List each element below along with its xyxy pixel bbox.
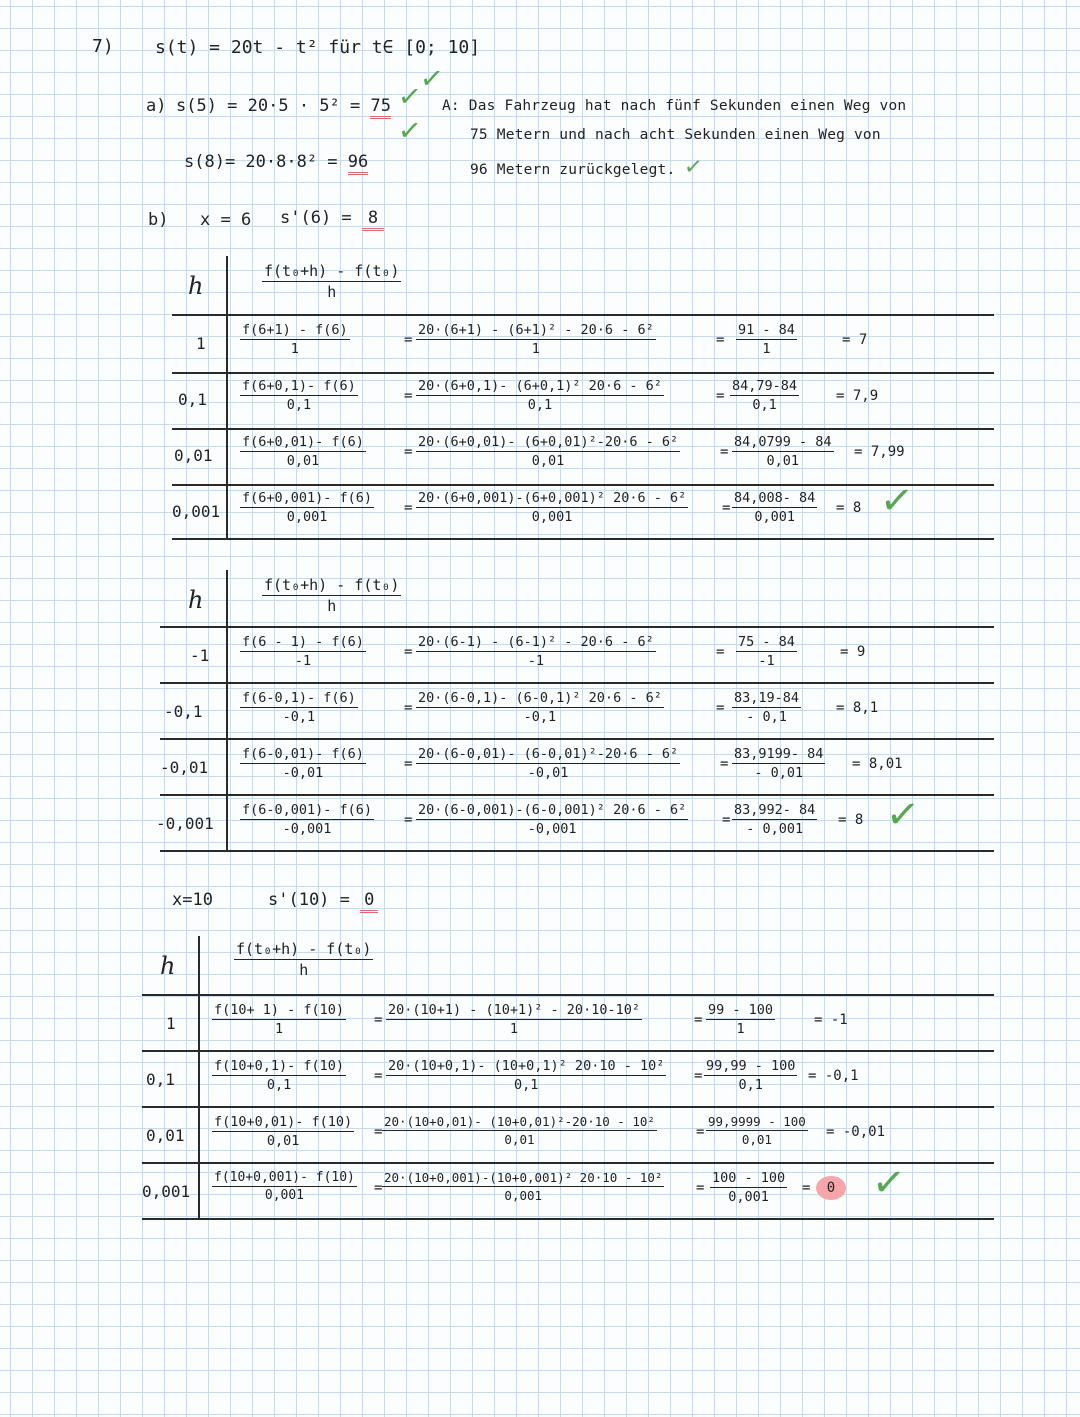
value-quotient-numerator: 99,9999 - 100 [708, 1114, 806, 1129]
value-quotient [732, 746, 825, 781]
check-mark-icon: ✓ [683, 154, 705, 181]
result-value [836, 500, 861, 516]
expanded-quotient-denominator: 1 [531, 341, 540, 357]
equals-sign: = [696, 1180, 705, 1196]
result: -0,1 [824, 1068, 859, 1084]
check-mark-icon: ✓ [396, 112, 424, 149]
f-quotient [240, 378, 358, 413]
f-quotient-denominator: 0,001 [264, 1188, 305, 1203]
h-value: 0,001 [172, 502, 221, 521]
f-quotient [240, 634, 366, 669]
f-quotient [212, 1058, 346, 1093]
value-quotient-numerator: 99,99 - 100 [706, 1058, 796, 1074]
table-3-row-rule [142, 1162, 994, 1164]
expanded-quotient [416, 634, 656, 669]
answer-line-2: 75 Metern und nach acht Sekunden einen Weg von [470, 127, 881, 143]
expanded-quotient-numerator: 20·(6+0,01)- (6+0,01)²-20·6 - 6² [418, 434, 679, 450]
table-3-column-divider [198, 936, 200, 1218]
part-a-line1-expr: s(5) = 20·5 · 5² = [176, 96, 361, 116]
f-quotient [212, 1170, 357, 1203]
h-column-header: h [160, 952, 176, 980]
f-quotient [212, 1002, 346, 1037]
value-quotient [710, 1170, 787, 1205]
equals-sign: = [404, 500, 413, 516]
value-quotient [706, 1114, 808, 1147]
expanded-quotient [416, 802, 688, 837]
value-quotient [736, 322, 797, 357]
f-quotient-numerator: f(6 - 1) - f(6) [242, 634, 364, 650]
h-value: 0,01 [146, 1126, 185, 1145]
x10-derivative-value: 0 [360, 890, 378, 913]
f-quotient-numerator: f(6-0,1)- f(6) [242, 690, 356, 706]
value-quotient-denominator: - 0,01 [754, 765, 804, 781]
equals-sign: = [722, 500, 731, 516]
value-quotient-numerator: 75 - 84 [738, 634, 795, 650]
h-value: -0,001 [156, 814, 214, 833]
value-quotient-denominator: 1 [762, 341, 771, 357]
f-quotient [240, 802, 374, 837]
h-value: 1 [166, 1014, 176, 1033]
equals-sign: = [374, 1068, 383, 1084]
f-quotient-numerator: f(6+1) - f(6) [242, 322, 348, 338]
result-value [852, 756, 903, 772]
equals-sign: = [404, 756, 413, 772]
table-3-bottom-rule [142, 1218, 994, 1220]
x10-derivative [268, 890, 378, 910]
f-quotient-numerator: f(6-0,01)- f(6) [242, 746, 364, 762]
expanded-quotient-denominator: -0,01 [527, 765, 569, 781]
f-quotient-numerator: f(6+0,01)- f(6) [242, 434, 364, 450]
result-value [826, 1124, 885, 1140]
equals-sign: = [404, 444, 413, 460]
task-number: 7) [92, 36, 114, 57]
check-mark-icon: ✓ [418, 60, 446, 97]
table-2-header-rule [160, 626, 994, 628]
f-quotient-denominator: 1 [290, 341, 299, 357]
table-1-header-rule [172, 314, 994, 316]
result: 8 [854, 812, 864, 828]
difference-quotient-numerator: f(t₀+h) - f(t₀) [236, 940, 372, 958]
value-quotient-denominator: 0,001 [754, 509, 795, 525]
expanded-quotient [382, 1114, 657, 1147]
expanded-quotient-numerator: 20·(6-0,001)-(6-0,001)² 20·6 - 6² [418, 802, 687, 818]
value-quotient-denominator: - 0,1 [746, 709, 787, 725]
value-quotient-denominator: 0,01 [766, 453, 800, 469]
equals-sign: = [696, 1124, 705, 1140]
equals-sign: = [716, 388, 725, 404]
difference-quotient-denominator: h [327, 283, 337, 301]
value-quotient [732, 490, 817, 525]
equals-sign: = [836, 388, 845, 404]
equals-sign: = [404, 644, 413, 660]
result: 8,1 [852, 700, 879, 716]
f-quotient-denominator: -1 [294, 653, 312, 669]
equals-sign: = [842, 332, 851, 348]
table-2-row-rule [160, 794, 994, 796]
check-mark-icon: ✓ [396, 78, 424, 115]
part-a-label: a) [146, 96, 167, 116]
result: 9 [856, 644, 866, 660]
value-quotient [730, 378, 799, 413]
equals-sign: = [716, 644, 725, 660]
expanded-quotient-numerator: 20·(6+0,1)- (6+0,1)² 20·6 - 6² [418, 378, 662, 394]
table-1-row-rule [172, 372, 994, 374]
expanded-quotient-denominator: -0,001 [527, 821, 577, 837]
value-quotient-denominator: 1 [736, 1021, 745, 1037]
difference-quotient-numerator: f(t₀+h) - f(t₀) [264, 262, 400, 280]
part-a-line2-value: 96 [348, 152, 368, 175]
part-a-line2-expr: s(8)= 20·8·8² = [184, 152, 338, 172]
equals-sign: = [404, 812, 413, 828]
x6-derivative-expr: s'(6) = [280, 208, 352, 228]
result: -0,01 [842, 1124, 886, 1140]
expanded-quotient-denominator: -0,1 [523, 709, 557, 725]
expanded-quotient-numerator: 20·(10+1) - (10+1)² - 20·10-10² [388, 1002, 640, 1018]
expanded-quotient [416, 690, 664, 725]
f-quotient-numerator: f(10+ 1) - f(10) [214, 1002, 345, 1018]
h-value: 0,1 [178, 390, 207, 409]
f-quotient [240, 690, 358, 725]
difference-quotient-denominator: h [327, 597, 337, 615]
expanded-quotient-numerator: 20·(10+0,001)-(10+0,001)² 20·10 - 10² [384, 1170, 663, 1185]
difference-quotient-numerator: f(t₀+h) - f(t₀) [264, 576, 400, 594]
expanded-quotient-numerator: 20·(6-1) - (6-1)² - 20·6 - 6² [418, 634, 654, 650]
expanded-quotient-denominator: 0,001 [531, 509, 573, 525]
equals-sign: = [374, 1012, 383, 1028]
table-1-row-rule [172, 428, 994, 430]
highlighted-result: 0 [816, 1176, 846, 1200]
expanded-quotient-numerator: 20·(10+0,1)- (10+0,1)² 20·10 - 10² [388, 1058, 665, 1074]
expanded-quotient [416, 746, 680, 781]
equals-sign: = [404, 700, 413, 716]
result-value [842, 332, 867, 348]
value-quotient [732, 690, 801, 725]
equals-sign: = [826, 1124, 835, 1140]
f-quotient-denominator: 0,01 [266, 1133, 300, 1149]
table-1-column-divider [226, 256, 228, 538]
part-a-line2-expression [184, 152, 368, 172]
expanded-quotient [416, 434, 680, 469]
value-quotient-denominator: 0,01 [741, 1132, 772, 1147]
value-quotient-denominator: - 0,001 [746, 821, 804, 837]
value-quotient-numerator: 84,79-84 [732, 378, 798, 394]
equals-sign: = [720, 756, 729, 772]
expanded-quotient-numerator: 20·(6+0,001)-(6+0,001)² 20·6 - 6² [418, 490, 687, 506]
f-quotient-numerator: f(6+0,1)- f(6) [242, 378, 356, 394]
f-quotient [240, 746, 366, 781]
expanded-quotient-numerator: 20·(6-0,1)- (6-0,1)² 20·6 - 6² [418, 690, 662, 706]
table-3-header-rule [142, 994, 994, 996]
answer-line-3 [470, 155, 703, 180]
equals-sign: = [852, 756, 861, 772]
table-3-row-rule [142, 1106, 994, 1108]
result: 7,9 [852, 388, 879, 404]
equals-sign: = [716, 700, 725, 716]
equals-sign: = [404, 388, 413, 404]
difference-quotient-header [234, 940, 373, 979]
equals-sign: = [838, 812, 847, 828]
table-3-row-rule [142, 1050, 994, 1052]
value-quotient [732, 434, 834, 469]
value-quotient [704, 1058, 797, 1093]
h-value: -1 [190, 646, 210, 665]
equals-sign: = [374, 1124, 383, 1140]
expanded-quotient-denominator: -1 [527, 653, 544, 669]
table-2-bottom-rule [160, 850, 994, 852]
h-value: -0,01 [160, 758, 209, 777]
part-b-label: b) [148, 210, 169, 230]
f-quotient-denominator: -0,001 [282, 821, 332, 837]
value-quotient-numerator: 83,19-84 [734, 690, 800, 706]
table-1-bottom-rule [172, 538, 994, 540]
check-mark-icon: ✓ [869, 1158, 908, 1208]
equals-sign: = [404, 332, 413, 348]
expanded-quotient [382, 1170, 664, 1203]
equals-sign: = [836, 500, 845, 516]
result-value [814, 1012, 848, 1028]
f-quotient-numerator: f(10+0,1)- f(10) [214, 1058, 345, 1074]
value-quotient-denominator: 0,1 [738, 1077, 763, 1093]
expanded-quotient-numerator: 20·(6-0,01)- (6-0,01)²-20·6 - 6² [418, 746, 679, 762]
equals-sign: = [808, 1068, 817, 1084]
equals-sign: = [836, 700, 845, 716]
part-a-line1-expression [176, 96, 391, 116]
x10-label: x=10 [172, 890, 213, 910]
f-quotient-denominator: -0,1 [282, 709, 316, 725]
result: -1 [830, 1012, 848, 1028]
expanded-quotient-denominator: 0,01 [531, 453, 565, 469]
f-quotient-denominator: 0,1 [286, 397, 312, 413]
table-1-row-rule [172, 484, 994, 486]
value-quotient-numerator: 99 - 100 [708, 1002, 774, 1018]
part-a-line1-value: 75 [370, 96, 390, 119]
expanded-quotient-numerator: 20·(10+0,01)- (10+0,01)²-20·10 - 10² [384, 1114, 655, 1129]
h-value: 0,1 [146, 1070, 175, 1089]
result-value [836, 388, 878, 404]
h-value: 0,001 [142, 1182, 191, 1201]
result: 8,01 [868, 756, 903, 772]
equals-sign: = [720, 444, 729, 460]
f-quotient-denominator: 0,1 [266, 1077, 292, 1093]
equals-sign: = [854, 444, 863, 460]
answer-line-1: A: Das Fahrzeug hat nach fünf Sekunden einen Weg von [442, 98, 907, 114]
x10-derivative-expr: s'(10) = [268, 890, 350, 910]
expanded-quotient [386, 1058, 666, 1093]
equals-sign: = [694, 1068, 703, 1084]
value-quotient-numerator: 84,0799 - 84 [734, 434, 832, 450]
equals-sign: = [840, 644, 849, 660]
f-quotient-denominator: 0,001 [286, 509, 328, 525]
value-quotient-numerator: 83,992- 84 [734, 802, 816, 818]
f-quotient [212, 1114, 354, 1149]
f-quotient [240, 322, 350, 357]
difference-quotient-header [262, 576, 401, 615]
expanded-quotient-denominator: 1 [509, 1021, 519, 1037]
h-column-header: h [188, 272, 204, 300]
h-value: 1 [196, 334, 206, 353]
value-quotient-denominator: 0,1 [752, 397, 777, 413]
expanded-quotient [416, 490, 688, 525]
value-quotient-numerator: 83,9199- 84 [734, 746, 824, 762]
h-column-header: h [188, 586, 204, 614]
x6-derivative [280, 208, 384, 228]
check-mark-icon: ✓ [877, 476, 916, 526]
f-quotient-numerator: f(10+0,001)- f(10) [214, 1170, 355, 1185]
f-quotient-numerator: f(6-0,001)- f(6) [242, 802, 373, 818]
f-quotient-denominator: 0,01 [286, 453, 320, 469]
f-quotient-denominator: 1 [274, 1021, 284, 1037]
equals-sign: = [694, 1012, 703, 1028]
expanded-quotient-denominator: 0,1 [527, 397, 553, 413]
f-quotient-numerator: f(10+0,01)- f(10) [214, 1114, 353, 1130]
table-2-row-rule [160, 682, 994, 684]
equals-sign: = [814, 1012, 823, 1028]
expanded-quotient-numerator: 20·(6+1) - (6+1)² - 20·6 - 6² [418, 322, 654, 338]
x6-derivative-value: 8 [362, 208, 384, 231]
table-2-column-divider [226, 570, 228, 850]
value-quotient-numerator: 91 - 84 [738, 322, 795, 338]
value-quotient [706, 1002, 775, 1037]
difference-quotient-header [262, 262, 401, 301]
value-quotient [736, 634, 797, 669]
result: 7 [858, 332, 868, 348]
f-quotient-denominator: -0,01 [282, 765, 324, 781]
answer-line-3-text: 96 Metern zurückgelegt. [470, 162, 676, 178]
result-value [838, 812, 863, 828]
value-quotient-denominator: -1 [758, 653, 775, 669]
result-value [854, 444, 905, 460]
f-quotient [240, 490, 374, 525]
f-quotient [240, 434, 366, 469]
h-value: -0,1 [164, 702, 203, 721]
expanded-quotient-denominator: 0,1 [513, 1077, 539, 1093]
result-value [808, 1068, 859, 1084]
expanded-quotient [416, 378, 664, 413]
equals-sign: = [716, 332, 725, 348]
value-quotient-denominator: 0,001 [728, 1189, 769, 1205]
expanded-quotient [386, 1002, 642, 1037]
expanded-quotient-denominator: 0,01 [504, 1132, 535, 1147]
expanded-quotient-denominator: 0,001 [504, 1188, 543, 1203]
result: 7,99 [870, 444, 905, 460]
task-function: s(t) = 20t - t² für t∈ [0; 10] [155, 37, 481, 58]
equals-sign: = [802, 1180, 811, 1196]
check-mark-icon: ✓ [883, 790, 922, 840]
result-value [840, 644, 865, 660]
result-value [836, 700, 878, 716]
equals-sign: = [374, 1180, 383, 1196]
value-quotient [732, 802, 817, 837]
value-quotient-numerator: 84,008- 84 [734, 490, 816, 506]
table-2-row-rule [160, 738, 994, 740]
f-quotient-numerator: f(6+0,001)- f(6) [242, 490, 373, 506]
expanded-quotient [416, 322, 656, 357]
equals-sign: = [722, 812, 731, 828]
h-value: 0,01 [174, 446, 213, 465]
x6-label: x = 6 [200, 210, 252, 230]
difference-quotient-denominator: h [299, 961, 309, 979]
value-quotient-numerator: 100 - 100 [712, 1170, 786, 1186]
result: 8 [852, 500, 862, 516]
